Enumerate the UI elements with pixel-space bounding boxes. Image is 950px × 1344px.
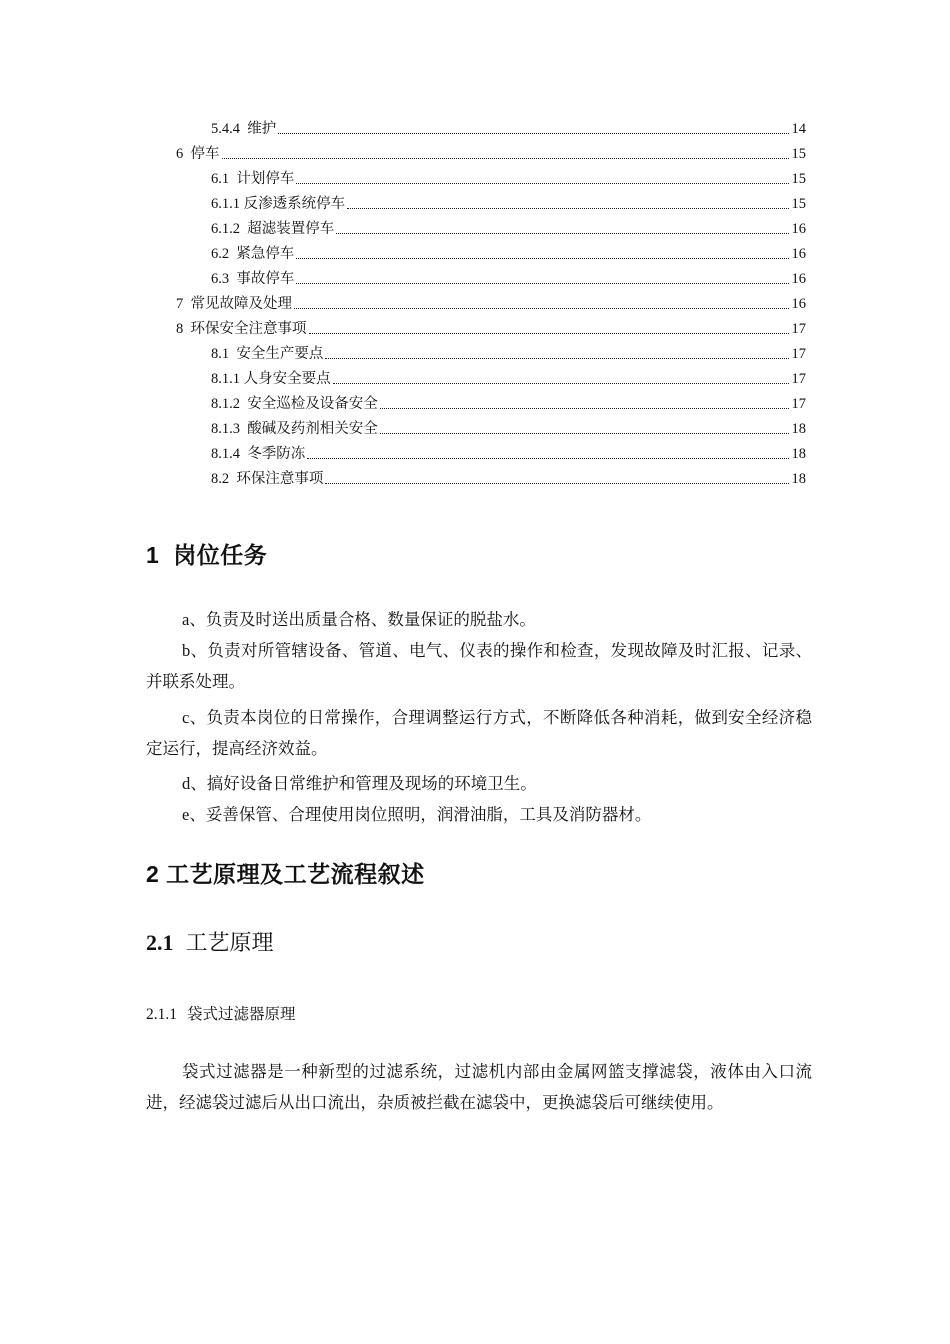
toc-leader-dots: [296, 283, 788, 284]
section-title: 岗位任务: [173, 542, 268, 568]
section-heading: [146, 537, 267, 570]
toc-entry[interactable]: [211, 266, 806, 288]
toc-entry-page: 16: [791, 271, 806, 287]
toc-entry-number: 6.2: [211, 246, 230, 262]
toc-entry-title: 反渗透系统停车: [243, 196, 346, 212]
toc-entry-title: 安全巡检及设备安全: [247, 396, 378, 412]
toc-entry-title: 紧急停车: [236, 246, 295, 262]
toc-entry-page: 16: [791, 246, 806, 262]
toc-leader-dots: [278, 133, 788, 134]
toc-entry-title: 人身安全要点: [243, 371, 331, 387]
toc-entry-number: 7: [176, 296, 184, 312]
toc-entry-number: 6.1.2: [211, 221, 240, 237]
toc-entry-page: 16: [791, 296, 806, 312]
toc-entry-number: 8.1.3: [211, 421, 240, 437]
toc-entry[interactable]: [211, 416, 806, 438]
toc-entry[interactable]: [211, 441, 806, 463]
toc-entry-title: 冬季防冻: [247, 446, 306, 462]
toc-entry-title: 超滤装置停车: [247, 221, 335, 237]
toc-entry-page: 18: [791, 446, 806, 462]
toc-entry-page: 17: [791, 371, 806, 387]
toc-entry-title: 停车: [190, 146, 220, 162]
toc-entry-number: 5.4.4: [211, 121, 240, 137]
toc-entry-page: 17: [791, 396, 806, 412]
task-item: c、负责本岗位的日常操作，合理调整运行方式，不断降低各种消耗，做到安全经济稳定运行，提高经济效益。: [146, 708, 812, 758]
toc-entry-number: 8.1.4: [211, 446, 240, 462]
toc-entry-page: 15: [791, 196, 806, 212]
toc-entry[interactable]: [176, 291, 806, 313]
toc-entry-page: 18: [791, 421, 806, 437]
toc-entry-title: 酸碱及药剂相关安全: [247, 421, 378, 437]
toc-leader-dots: [309, 333, 789, 334]
toc-entry[interactable]: [211, 241, 806, 263]
toc-entry-title: 维护: [247, 121, 277, 137]
toc-leader-dots: [222, 158, 789, 159]
toc-leader-dots: [336, 233, 788, 234]
toc-entry-title: 环保注意事项: [236, 471, 324, 487]
toc-leader-dots: [325, 358, 788, 359]
task-item: e、妥善保管、合理使用岗位照明，润滑油脂，工具及消防器材。: [182, 805, 652, 824]
toc-leader-dots: [294, 308, 789, 309]
toc-entry[interactable]: [176, 141, 806, 163]
toc-entry-number: 6.1.1: [211, 196, 240, 212]
subsubsection-title: 袋式过滤器原理: [187, 1006, 296, 1023]
toc-entry-page: 15: [791, 146, 806, 162]
task-item: b、负责对所管辖设备、管道、电气、仪表的操作和检查，发现故障及时汇报、记录、并联系处理。: [146, 641, 812, 691]
toc-leader-dots: [333, 383, 789, 384]
toc-leader-dots: [296, 258, 788, 259]
toc-entry[interactable]: [211, 116, 806, 138]
task-item: d、搞好设备日常维护和管理及现场的环境卫生。: [182, 774, 537, 793]
toc-entry[interactable]: [211, 166, 806, 188]
toc-entry-number: 8.1.2: [211, 396, 240, 412]
toc-leader-dots: [380, 408, 789, 409]
toc-entry-number: 8.1: [211, 346, 230, 362]
toc-entry-page: 18: [791, 471, 806, 487]
toc-leader-dots: [380, 433, 789, 434]
toc-entry-page: 17: [791, 321, 806, 337]
toc-entry-title: 计划停车: [236, 171, 295, 187]
toc-entry-number: 6.3: [211, 271, 230, 287]
toc-entry-number: 8.2: [211, 471, 230, 487]
toc-entry-number: 6: [176, 146, 184, 162]
subsection-heading: [146, 926, 274, 957]
subsubsection-heading: [146, 1002, 296, 1024]
toc-entry-title: 安全生产要点: [236, 346, 324, 362]
toc-entry[interactable]: [211, 191, 806, 213]
toc-entry-page: 14: [791, 121, 806, 137]
toc-entry-number: 6.1: [211, 171, 230, 187]
toc-leader-dots: [296, 183, 788, 184]
toc-entry-page: 15: [791, 171, 806, 187]
subsection-number: 2.1: [146, 930, 174, 955]
toc-entry[interactable]: [176, 316, 806, 338]
toc-entry-page: 16: [791, 221, 806, 237]
toc-entry[interactable]: [211, 341, 806, 363]
toc-entry[interactable]: [211, 216, 806, 238]
toc-entry-title: 常见故障及处理: [190, 296, 292, 312]
task-item: a、负责及时送出质量合格、数量保证的脱盐水。: [182, 610, 536, 629]
section-heading: 2 工艺原理及工艺流程叙述: [146, 861, 425, 887]
toc-leader-dots: [307, 458, 788, 459]
section-number: 1: [146, 542, 160, 568]
subsection-title: 工艺原理: [185, 930, 274, 955]
toc-entry[interactable]: [211, 366, 806, 388]
toc-entry[interactable]: [211, 466, 806, 488]
subsubsection-number: 2.1.1: [146, 1006, 177, 1023]
toc-entry-number: 8.1.1: [211, 371, 240, 387]
toc-entry[interactable]: [211, 391, 806, 413]
toc-entry-title: 环保安全注意事项: [190, 321, 307, 337]
body-paragraph: 袋式过滤器是一种新型的过滤系统，过滤机内部由金属网篮支撑滤袋，液体由入口流进，经滤袋过滤后从出口流出，杂质被拦截在滤袋中，更换滤袋后可继续使用。: [146, 1062, 812, 1112]
toc-entry-page: 17: [791, 346, 806, 362]
toc-leader-dots: [325, 483, 788, 484]
toc-entry-number: 8: [176, 321, 184, 337]
toc-leader-dots: [347, 208, 788, 209]
toc-entry-title: 事故停车: [236, 271, 295, 287]
